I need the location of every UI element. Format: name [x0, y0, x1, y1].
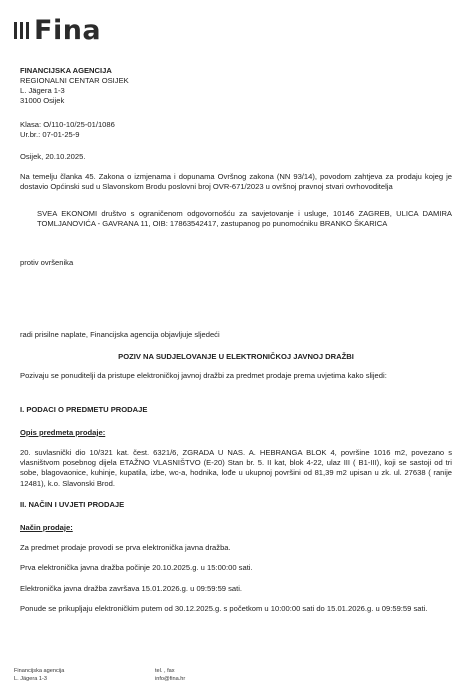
section2-p2: Prva elektronička javna dražba počinje 20.10.2025.g. u 15:00:00 sati.	[20, 563, 253, 572]
footer-right-line2: info@fina.hr	[155, 676, 186, 682]
agency-center: REGIONALNI CENTAR OSIJEK	[20, 76, 129, 85]
against-line: protiv ovršenika	[20, 258, 74, 267]
logo-text: Fina	[34, 15, 102, 46]
purpose-line: radi prisilne naplate, Financijska agencija objavljuje sljedeći	[20, 330, 220, 339]
klasa-ref: Klasa: O/110-10/25-01/1086	[20, 120, 115, 129]
agency-street: L. Jägera 1-3	[20, 86, 65, 95]
document-title: POZIV NA SUDJELOVANJE U ELEKTRONIČKOJ JAVNOJ DRAŽBI	[118, 352, 354, 361]
date-place: Osijek, 20.10.2025.	[20, 152, 86, 161]
section1-heading: I. PODACI O PREDMETU PRODAJE	[20, 405, 148, 414]
invite-paragraph: Pozivaju se ponuditelji da pristupe elektroničkoj javnoj dražbi za predmet prodaje prema uvjetima kako slijedi:	[20, 371, 387, 380]
footer-left-line2: L. Jägera 1-3	[14, 676, 47, 682]
agency-city: 31000 Osijek	[20, 96, 65, 105]
urbr-ref: Ur.br.: 07-01-25-9	[20, 130, 80, 139]
section1-text: 20. suvlasnički dio 10/321 kat. čest. 6321/6, ZGRADA U NAS. A. HEBRANGA BLOK 4, površine 1016 m2, povezano s vlasništvom posebnog dijela ETAŽNO VLASNIŠTVO (E-20) Stan br. 5. II kat, blok 4-22, ulaz III ( B1-III), koji se sastoji od tri sobe, blagovaonice, kuhinje, kupatila, izbe, wc-a, hodnika, lođe u ukupnoj površini od 81,39 m2 upisan u zk. ul. 27638 ( ranije 12481), k.o. Slavonski Brod.	[20, 448, 452, 488]
footer-right-line1: tel. , fax	[155, 668, 175, 674]
section1-subheading: Opis predmeta prodaje:	[20, 428, 106, 437]
creditor-paragraph: SVEA EKONOMI društvo s ograničenom odgovornošću za savjetovanje i usluge, 10146 ZAGREB, ULICA DAMIRA TOMLJANOVIĆA - GAVRANA 11, OIB: 17863542417, zastupanog po punomoćniku BRANKO ŠKARICA	[37, 209, 452, 229]
agency-name: FINANCIJSKA AGENCIJA	[20, 66, 112, 75]
section2-p3: Elektronička javna dražba završava 15.01.2026.g. u 09:59:59 sati.	[20, 584, 243, 593]
section2-p4: Ponude se prikupljaju elektroničkim putem od 30.12.2025.g. s početkom u 10:00:00 sati do 15.01.2026.g. u 09:59:59 sati.	[20, 604, 428, 613]
intro-paragraph: Na temelju članka 45. Zakona o izmjenama i dopunama Ovršnog zakona (NN 93/14), povodom zahtjeva za prodaju kojeg je dostavio Općinski sud u Slavonskom Brodu poslovni broj OVR-671/2023 u ovršnoj pravnoj stvari ovrhovoditelja	[20, 172, 452, 192]
fina-logo	[14, 17, 101, 44]
section2-subheading: Način prodaje:	[20, 523, 73, 532]
logo-bars-icon	[14, 22, 29, 39]
section2-heading: II. NAČIN I UVJETI PRODAJE	[20, 500, 125, 509]
footer-left-line1: Financijska agencija	[14, 668, 65, 674]
section2-p1: Za predmet prodaje provodi se prva elektronička javna dražba.	[20, 543, 231, 552]
